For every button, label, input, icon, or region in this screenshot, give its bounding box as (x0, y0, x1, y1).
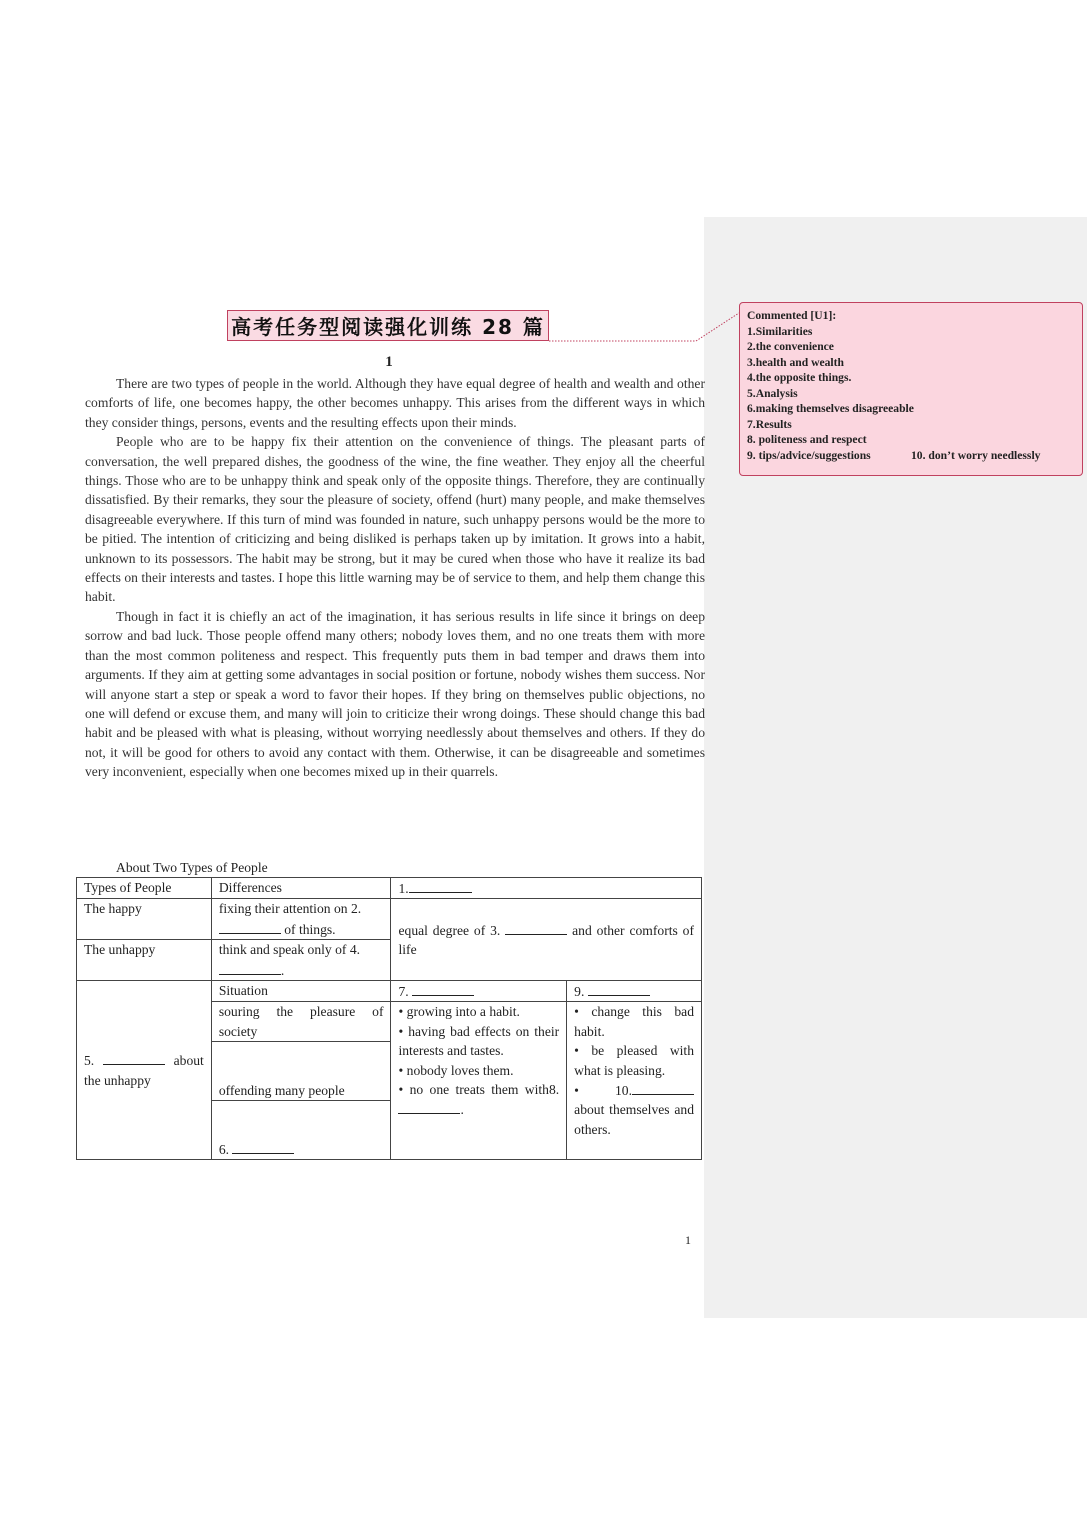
advice-text: about themselves and others. (574, 1102, 694, 1137)
passage-number: 1 (385, 354, 393, 370)
header-differences: Differences (211, 878, 391, 899)
result-item: • growing into a habit. (398, 1004, 520, 1020)
header-types: Types of People (77, 878, 212, 899)
similarity-text: and other comforts of life (398, 922, 694, 958)
answer-blank-2[interactable] (219, 919, 281, 934)
answer-blank-8[interactable] (398, 1099, 460, 1114)
situation-souring: souring the pleasure of society (211, 1002, 391, 1042)
comment-line (747, 448, 1075, 464)
table-caption: About Two Types of People (116, 860, 268, 875)
result-item (398, 1080, 559, 1120)
answer-blank-10[interactable] (632, 1080, 694, 1095)
similarity-text: equal degree of 3. (398, 922, 501, 938)
paragraph: People who are to be happy fix their attention on the convenience of things. The pleasant parts of conversation, the well prepared dishes, the goodness of the wine, the fine weather. They enjoy all the cheerful things. Those who are to be unhappy think and speak only of the opposite things. Therefore, they are continually dissatisfied. By their remarks, they sour the pleasure of society, offend (hurt) many people, and make themselves disagreeable everywhere. If this turn of mind was founded in nature, such unhappy persons would be the more to be pitied. The intention of criticizing and being disliked is perhaps taken up by imitation. It grows into a habit, unknown to its possessors. The habit may be strong, but it may be cured when those who have it realize its bad effects on their interests and tastes. I hope this little warning may be of service to them, and help them change this habit. (85, 434, 705, 605)
answer-blank-7[interactable] (412, 981, 474, 996)
advice-item: • be pleased with what is pleasing. (574, 1043, 694, 1078)
results-cell (391, 1002, 567, 1160)
difference-text: think and speak only of 4. (218, 942, 361, 958)
blank-label: 9. (574, 984, 585, 1000)
answer-blank-5[interactable] (103, 1050, 165, 1065)
comment-line: 2.the convenience (747, 340, 834, 353)
result-item: • nobody loves them. (398, 1062, 514, 1078)
page-number: 1 (685, 1233, 691, 1247)
happy-difference (211, 899, 391, 940)
comment-line: 6.making themselves disagreeable (747, 402, 914, 415)
analysis-text: about the unhappy (84, 1053, 204, 1088)
situation-offending: offending many people (211, 1042, 391, 1101)
result-item: • having bad effects on their interests and tastes. (398, 1023, 560, 1059)
advice-item: • change this bad habit. (574, 1004, 694, 1039)
blank-label: 5. (84, 1053, 95, 1069)
punctuation: . (460, 1102, 464, 1118)
advice-text: • 10. (574, 1083, 632, 1099)
punctuation: . (280, 962, 285, 978)
blank-9-cell (567, 981, 702, 1002)
blank-label: 7. (398, 984, 409, 1000)
answer-blank-4[interactable] (219, 960, 281, 975)
table-row (77, 899, 702, 940)
comment-header: Commented [U1]: (747, 309, 837, 322)
situation-blank-6 (211, 1101, 391, 1160)
comment-answer-10: 10. don’t worry needlessly (911, 448, 1041, 462)
answer-blank-3[interactable] (505, 920, 567, 935)
analysis-cell (77, 981, 212, 1160)
comment-line: 7.Results (747, 417, 792, 431)
comment-line: 3.health and wealth (747, 355, 844, 369)
blank-7-cell (391, 981, 567, 1002)
advice-cell (567, 1002, 702, 1160)
comment-line: 4.the opposite things. (747, 371, 852, 384)
answer-blank-1[interactable] (409, 878, 472, 893)
comment-balloon[interactable] (739, 302, 1083, 476)
row-label-happy: The happy (77, 899, 212, 940)
blank-1-cell (391, 878, 702, 899)
table-row (77, 878, 702, 899)
table-row (77, 981, 702, 1002)
header-situation: Situation (211, 981, 391, 1002)
answer-blank-9[interactable] (588, 981, 650, 996)
paragraph: Though in fact it is chiefly an act of the imagination, it has serious results in life since it brings on deep sorrow and bad luck. Those people offend many others; nobody loves them, and no one treats them with more than the most common politeness and respect. This frequently puts them in bad temper and draws them into arguments. If they aim at getting some advantages in social position or fortune, nobody wishes them success. Nor will anyone start a step or speak a word to favor their hopes. If they bring on themselves public objections, no one will defend or excuse them, and many will join to criticize their wrong doings. These should change this bad habit and be pleased with what is pleasing, without worrying needlessly about themselves and others. If they do not, it will be good for others to avoid any contact with them. Otherwise, it can be disagreeable and sometimes very inconvenient, especially when one becomes mixed up in their quarrels. (85, 608, 705, 780)
blank-label: 1. (398, 881, 409, 896)
comment-line: 8. politeness and respect (747, 433, 867, 446)
unhappy-difference (211, 940, 391, 981)
document-title: 高考任务型阅读强化训练 28 篇 (227, 310, 549, 341)
passage-text (85, 374, 705, 782)
advice-item (574, 1080, 694, 1139)
row-label-unhappy: The unhappy (77, 940, 212, 981)
comment-line: 1.Similarities (747, 324, 813, 338)
comment-line: 5.Analysis (747, 386, 798, 400)
difference-text: fixing their attention on 2. (218, 901, 362, 917)
comment-answer-9: 9. tips/advice/suggestions (747, 448, 871, 462)
paragraph: There are two types of people in the world. Although they have equal degree of health and wealth and other comforts of life, one becomes happy, the other becomes unhappy. This arises from the different ways in which they consider things, persons, events and the resulting effects upon their minds. (85, 376, 705, 430)
similarity-cell (391, 899, 702, 981)
result-text: • no one treats them with8. (398, 1082, 560, 1098)
answer-blank-6[interactable] (232, 1139, 294, 1154)
summary-table (76, 877, 702, 1160)
difference-text: of things. (284, 921, 336, 937)
blank-label: 6. (218, 1142, 230, 1158)
